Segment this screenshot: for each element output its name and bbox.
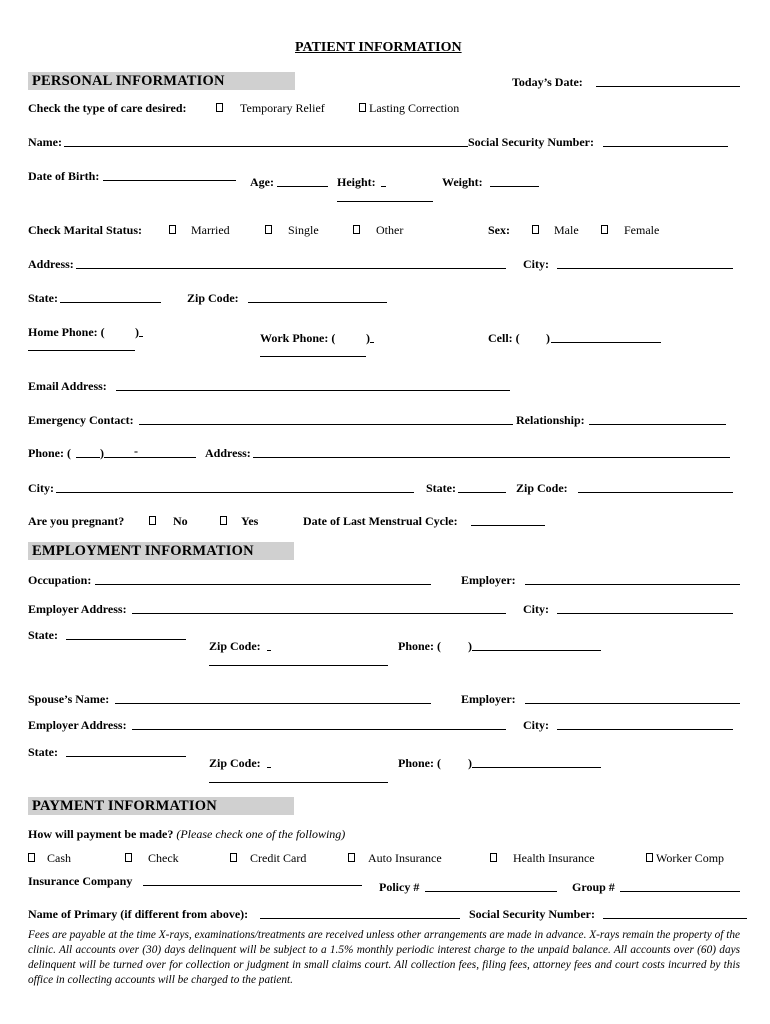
email-field[interactable]	[116, 390, 510, 391]
check-checkbox[interactable]	[125, 853, 132, 862]
primary-name-field[interactable]	[260, 918, 460, 919]
primary-ssn-label: Social Security Number:	[469, 907, 595, 921]
name-label: Name:	[28, 135, 62, 149]
page-title: PATIENT INFORMATION	[295, 40, 462, 55]
policy-label: Policy #	[379, 880, 420, 894]
spouse-employer-label: Employer:	[461, 692, 516, 706]
address-label: Address:	[28, 257, 74, 271]
emergency-city-label: City:	[28, 481, 54, 495]
personal-section-header: PERSONAL INFORMATION	[28, 72, 295, 90]
state-field[interactable]	[60, 302, 161, 303]
employer-address-field[interactable]	[132, 613, 506, 614]
work-phone-label: Work Phone: (	[260, 331, 336, 345]
payment-prompt-label	[28, 827, 345, 841]
other-label: Other	[376, 223, 404, 237]
spouse-zip-label: Zip Code:	[209, 756, 261, 770]
dob-field[interactable]	[103, 180, 236, 181]
relationship-field[interactable]	[589, 424, 726, 425]
spouse-phone-paren: )	[468, 756, 472, 770]
health-insurance-checkbox[interactable]	[490, 853, 497, 862]
pregnant-label: Are you pregnant?	[28, 514, 125, 528]
sex-label: Sex:	[488, 223, 510, 237]
home-phone-field-start[interactable]	[139, 336, 143, 337]
emergency-state-label: State:	[426, 481, 456, 495]
work-phone-paren: )	[366, 331, 370, 345]
married-label: Married	[191, 223, 230, 237]
work-phone-field-start[interactable]	[370, 342, 374, 343]
emergency-phone-dash: -	[134, 444, 138, 458]
emergency-contact-label: Emergency Contact:	[28, 413, 134, 427]
employer-city-label: City:	[523, 602, 549, 616]
spouse-state-label: State:	[28, 745, 58, 759]
employer-phone-label: Phone: (	[398, 639, 441, 653]
payment-section-header: PAYMENT INFORMATION	[28, 797, 294, 815]
insurance-company-label: Insurance Company	[28, 874, 133, 888]
pregnant-yes-checkbox[interactable]	[220, 516, 227, 525]
emergency-phone-paren: )	[100, 446, 104, 460]
employer-label: Employer:	[461, 573, 516, 587]
lmp-label: Date of Last Menstrual Cycle:	[303, 514, 458, 528]
cash-label: Cash	[47, 851, 71, 865]
worker-comp-label: Worker Comp	[656, 851, 725, 865]
employer-zip-label: Zip Code:	[209, 639, 261, 653]
spouse-state-field[interactable]	[66, 756, 186, 757]
pregnant-yes-label: Yes	[241, 514, 259, 528]
employer-address-label: Employer Address:	[28, 602, 127, 616]
emergency-phone-field[interactable]	[104, 457, 196, 458]
weight-field[interactable]	[490, 186, 539, 187]
spouse-phone-field[interactable]	[472, 767, 601, 768]
marital-status-label: Check Marital Status:	[28, 223, 142, 237]
home-phone-label: Home Phone: (	[28, 325, 105, 339]
todays-date-label: Today’s Date:	[512, 75, 583, 89]
zip-label: Zip Code:	[187, 291, 239, 305]
ssn-field[interactable]	[603, 146, 728, 147]
other-checkbox[interactable]	[353, 225, 360, 234]
single-checkbox[interactable]	[265, 225, 272, 234]
occupation-label: Occupation:	[28, 573, 92, 587]
group-field[interactable]	[620, 891, 740, 892]
spouse-city-field[interactable]	[557, 729, 733, 730]
credit-card-label: Credit Card	[250, 851, 307, 865]
single-label: Single	[288, 223, 319, 237]
name-field[interactable]	[64, 146, 468, 147]
emergency-phone-label: Phone: (	[28, 446, 71, 460]
auto-insurance-label: Auto Insurance	[368, 851, 442, 865]
cell-field[interactable]	[551, 342, 661, 343]
employer-phone-field[interactable]	[472, 650, 601, 651]
lasting-correction-label: Lasting Correction	[369, 101, 460, 115]
male-label: Male	[554, 223, 579, 237]
height-field[interactable]	[337, 201, 433, 202]
lmp-field[interactable]	[471, 525, 545, 526]
spouse-name-field[interactable]	[115, 703, 431, 704]
payment-prompt-note: (Please check one of the following)	[176, 827, 346, 841]
insurance-company-field[interactable]	[143, 885, 362, 886]
care-type-label: Check the type of care desired:	[28, 101, 187, 115]
temporary-relief-label: Temporary Relief	[240, 101, 325, 115]
spouse-zip-field-start[interactable]	[267, 767, 271, 768]
email-label: Email Address:	[28, 379, 107, 393]
health-insurance-label: Health Insurance	[513, 851, 595, 865]
employer-field[interactable]	[525, 584, 740, 585]
pregnant-no-label: No	[173, 514, 188, 528]
group-label: Group #	[572, 880, 615, 894]
spouse-zip-field[interactable]	[209, 782, 388, 783]
emergency-zip-label: Zip Code:	[516, 481, 568, 495]
spouse-employer-field[interactable]	[525, 703, 740, 704]
zip-field[interactable]	[248, 302, 387, 303]
policy-field[interactable]	[425, 891, 557, 892]
worker-comp-checkbox[interactable]	[646, 853, 653, 862]
height-field-start[interactable]	[381, 186, 386, 187]
married-checkbox[interactable]	[169, 225, 176, 234]
state-label: State:	[28, 291, 58, 305]
spouse-name-label: Spouse’s Name:	[28, 692, 110, 706]
spouse-employer-address-field[interactable]	[132, 729, 506, 730]
male-checkbox[interactable]	[532, 225, 539, 234]
emergency-contact-field[interactable]	[139, 424, 513, 425]
cell-label: Cell: (	[488, 331, 520, 345]
emergency-address-field[interactable]	[253, 457, 730, 458]
employer-zip-field-start[interactable]	[267, 650, 271, 651]
employer-state-field[interactable]	[66, 639, 186, 640]
spouse-employer-address-label: Employer Address:	[28, 718, 127, 732]
emergency-state-field[interactable]	[458, 492, 506, 493]
payment-terms-note: Fees are payable at the time X-rays, examinations/treatments are received unless other arrangements are made in advance. X-rays remain the property of the clinic. All accounts over (30) days delinquent will be subject to a 1.5% monthly periodic interest charge to the unpaid balance. All accounts over (60) days delinquent will be turned over for collection or judgment in small claims court. All collection fees, filing fees, attorney fees and court costs incurred by this office in collecting accounts will be charged to the patient.	[28, 929, 740, 986]
home-phone-field[interactable]	[28, 350, 135, 351]
height-label: Height:	[337, 175, 376, 189]
emergency-phone-area-field[interactable]	[76, 457, 100, 458]
cell-paren: )	[546, 331, 550, 345]
ssn-label: Social Security Number:	[468, 135, 594, 149]
emergency-address-label: Address:	[205, 446, 251, 460]
cash-checkbox[interactable]	[28, 853, 35, 862]
check-label: Check	[148, 851, 179, 865]
age-field[interactable]	[277, 186, 328, 187]
employment-section-header: EMPLOYMENT INFORMATION	[28, 542, 294, 560]
work-phone-field[interactable]	[260, 356, 366, 357]
dob-label: Date of Birth:	[28, 169, 100, 183]
weight-label: Weight:	[442, 175, 483, 189]
temporary-relief-checkbox[interactable]	[216, 103, 223, 112]
payment-prompt-text: How will payment be made?	[28, 827, 174, 841]
primary-name-label: Name of Primary (if different from above):	[28, 907, 249, 921]
credit-card-checkbox[interactable]	[230, 853, 237, 862]
home-phone-paren: )	[135, 325, 139, 339]
emergency-city-field[interactable]	[56, 492, 414, 493]
employer-phone-paren: )	[468, 639, 472, 653]
spouse-phone-label: Phone: (	[398, 756, 441, 770]
employer-zip-field[interactable]	[209, 665, 388, 666]
pregnant-no-checkbox[interactable]	[149, 516, 156, 525]
relationship-label: Relationship:	[516, 413, 585, 427]
lasting-correction-checkbox[interactable]	[359, 103, 366, 112]
primary-ssn-field[interactable]	[603, 918, 747, 919]
city-field[interactable]	[557, 268, 733, 269]
occupation-field[interactable]	[95, 584, 431, 585]
female-label: Female	[624, 223, 660, 237]
female-checkbox[interactable]	[601, 225, 608, 234]
todays-date-field[interactable]	[596, 86, 740, 87]
employer-state-label: State:	[28, 628, 58, 642]
employer-city-field[interactable]	[557, 613, 733, 614]
address-field[interactable]	[76, 268, 506, 269]
age-label: Age:	[250, 175, 274, 189]
emergency-zip-field[interactable]	[578, 492, 733, 493]
city-label: City:	[523, 257, 549, 271]
auto-insurance-checkbox[interactable]	[348, 853, 355, 862]
spouse-city-label: City:	[523, 718, 549, 732]
